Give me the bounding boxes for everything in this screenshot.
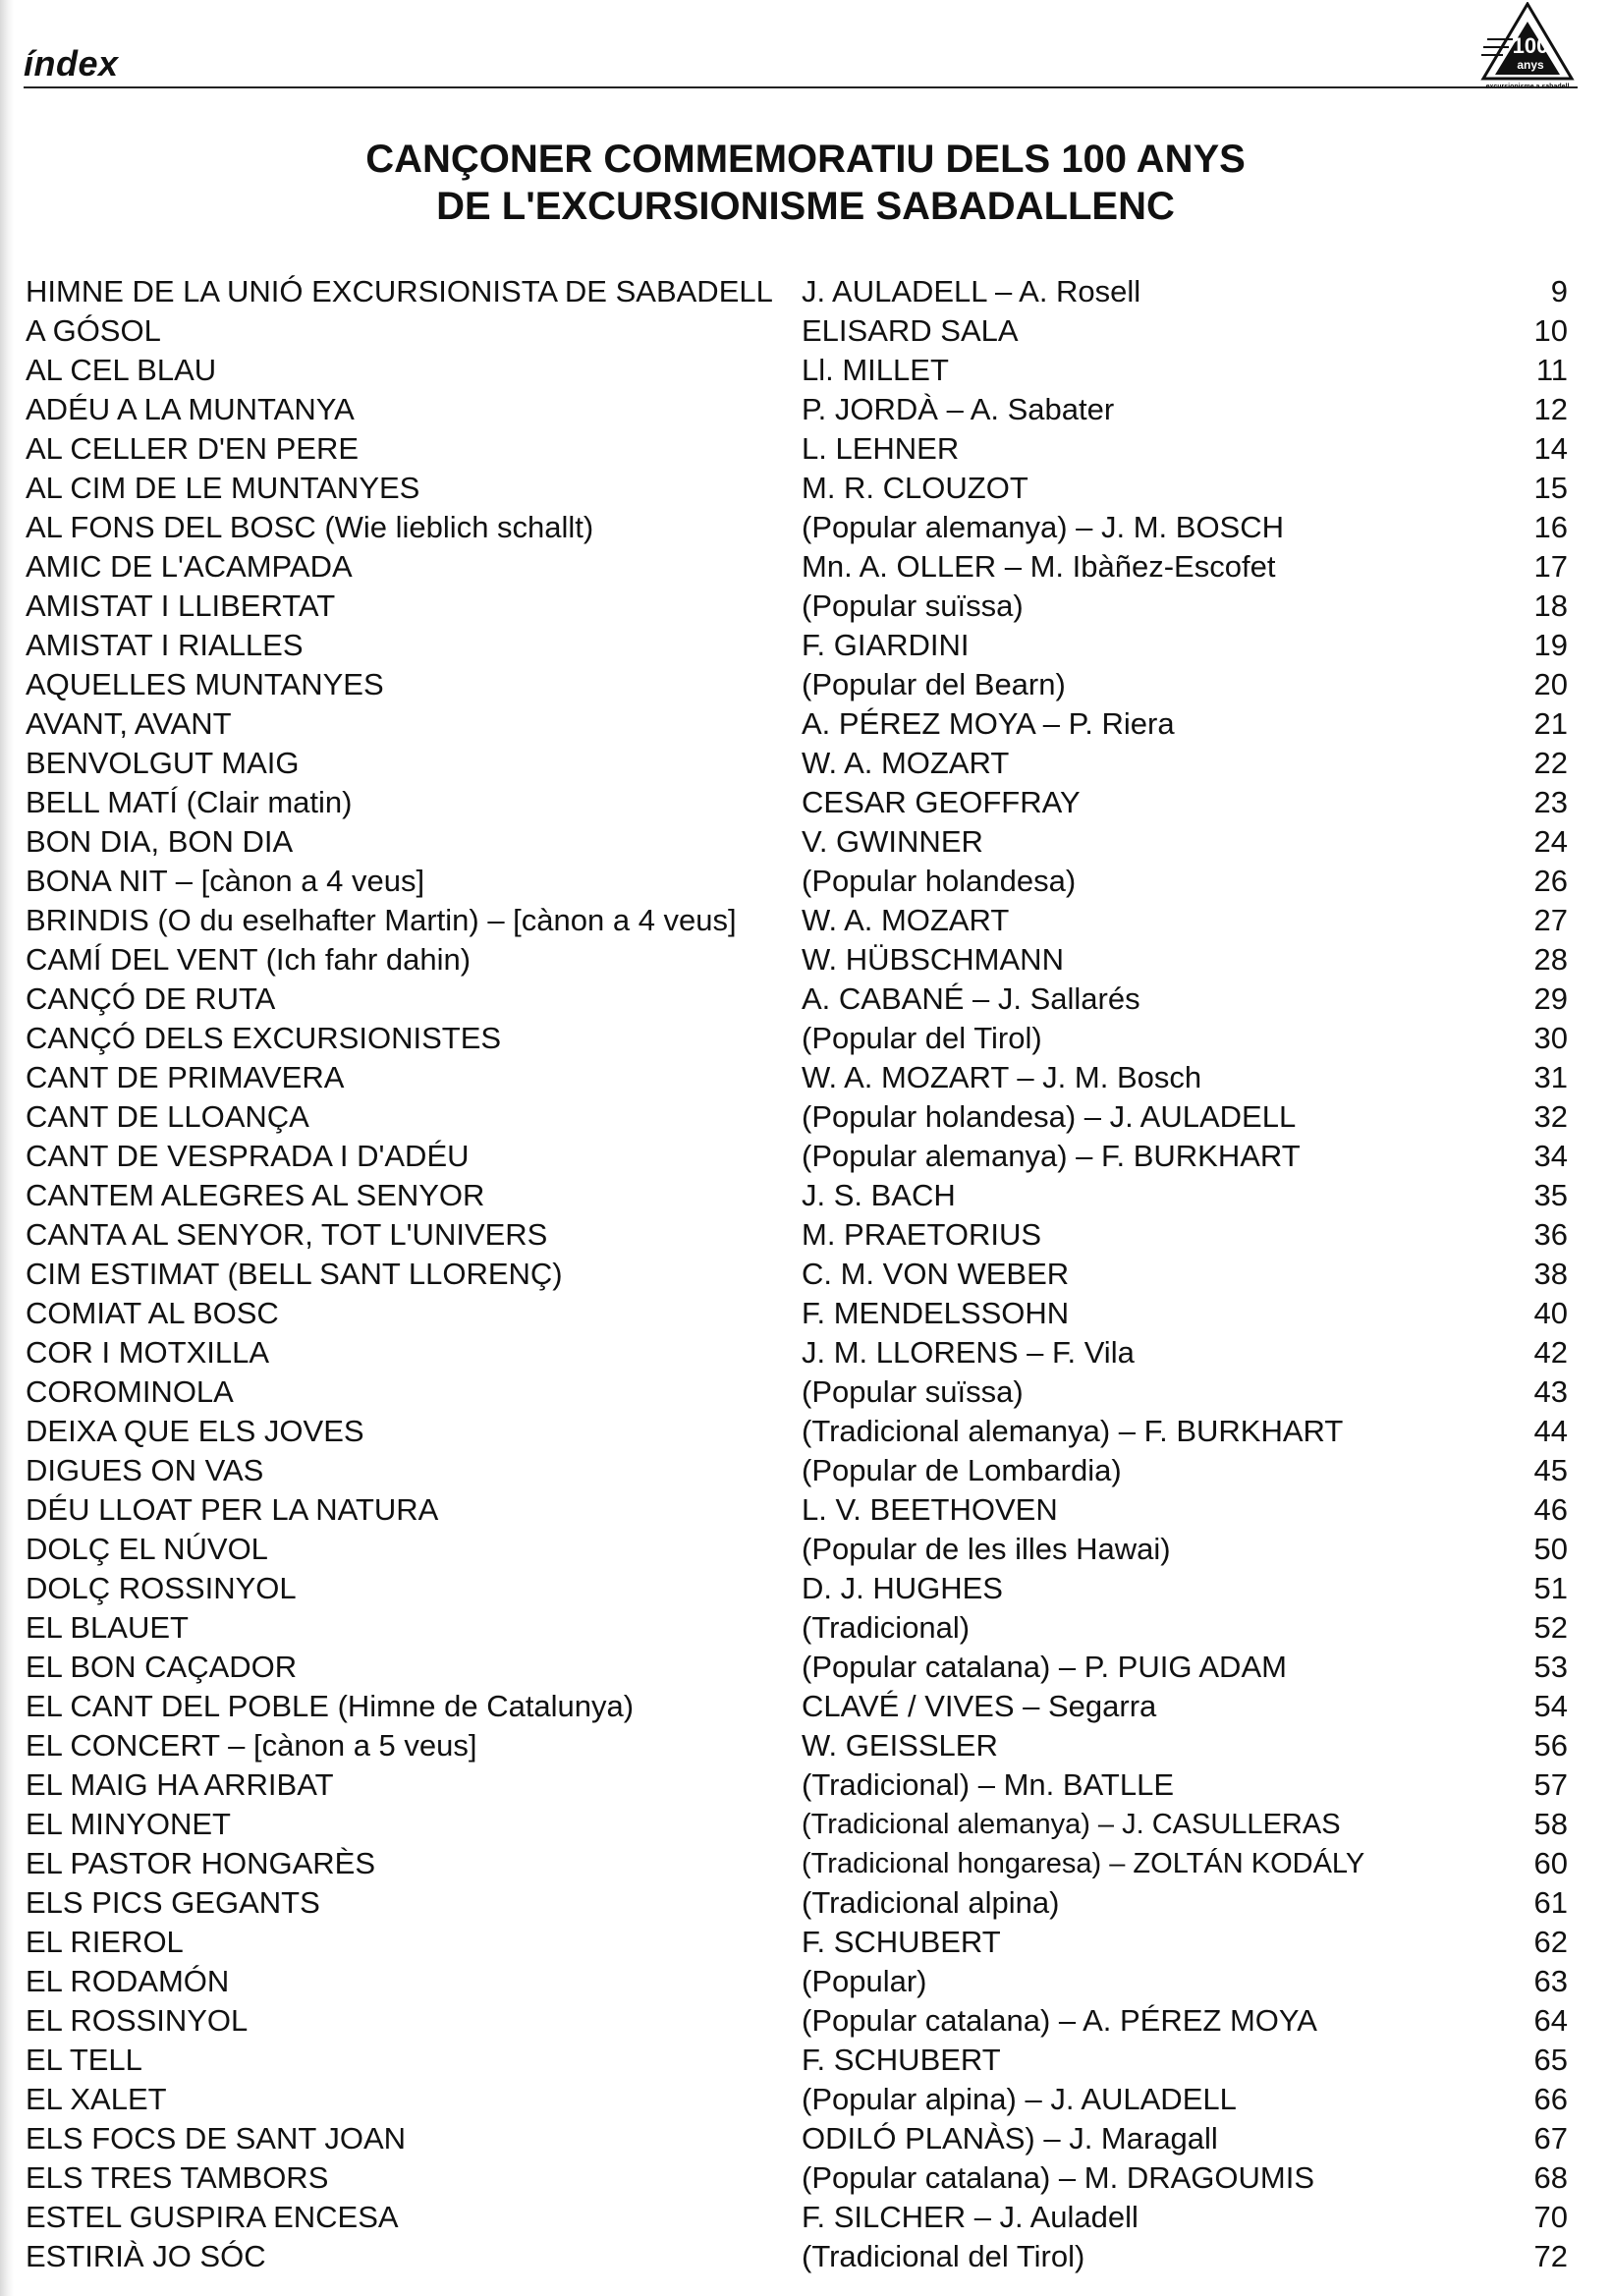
document-title <box>0 136 1611 230</box>
index-entry <box>26 1530 1568 1569</box>
page-number: 17 <box>1533 549 1568 584</box>
page-number: 29 <box>1533 981 1568 1016</box>
index-entry <box>26 469 1568 508</box>
song-title: HIMNE DE LA UNIÓ EXCURSIONISTA DE SABADELL <box>26 274 773 308</box>
song-title: AQUELLES MUNTANYES <box>26 667 384 701</box>
section-label: índex <box>24 43 119 84</box>
page-number: 40 <box>1533 1296 1568 1330</box>
song-author: P. JORDÀ – A. Sabater <box>802 392 1115 426</box>
page-number: 65 <box>1533 2043 1568 2077</box>
page-number: 32 <box>1533 1099 1568 1134</box>
index-entry <box>26 1687 1568 1726</box>
song-title: EL MAIG HA ARRIBAT <box>26 1767 334 1802</box>
song-author: C. M. VON WEBER <box>802 1257 1070 1291</box>
index-entry <box>26 1255 1568 1294</box>
song-title: A GÓSOL <box>26 313 161 348</box>
song-author: (Popular del Bearn) <box>802 667 1066 701</box>
page-number: 52 <box>1533 1610 1568 1645</box>
song-title: EL TELL <box>26 2043 142 2077</box>
index-entry <box>26 587 1568 626</box>
song-title: ESTIRIÀ JO SÓC <box>26 2239 266 2273</box>
index-entry <box>26 1176 1568 1215</box>
page-number: 50 <box>1533 1532 1568 1566</box>
page-number: 51 <box>1533 1571 1568 1605</box>
song-title: COROMINOLA <box>26 1374 234 1409</box>
song-author: CLAVÉ / VIVES – Segarra <box>802 1689 1157 1723</box>
song-author: (Popular alemanya) – F. BURKHART <box>802 1139 1301 1173</box>
song-title: COR I MOTXILLA <box>26 1335 270 1370</box>
song-index-list <box>26 272 1568 2276</box>
song-author: L. V. BEETHOVEN <box>802 1492 1058 1527</box>
song-author: (Tradicional del Tirol) <box>802 2239 1085 2273</box>
song-title: AL CEL BLAU <box>26 353 217 387</box>
song-title: EL BON CAÇADOR <box>26 1650 298 1684</box>
index-entry <box>26 1333 1568 1372</box>
title-line-2: DE L'EXCURSIONISME SABADALLENC <box>436 185 1175 228</box>
index-entry <box>26 1058 1568 1097</box>
page-number: 58 <box>1533 1807 1568 1841</box>
song-title: CANTA AL SENYOR, TOT L'UNIVERS <box>26 1217 548 1252</box>
song-title: EL RIEROL <box>26 1925 184 1959</box>
index-entry <box>26 2158 1568 2198</box>
page-header <box>0 0 1611 128</box>
song-title: CAMÍ DEL VENT (Ich fahr dahin) <box>26 942 472 977</box>
song-title: ESTEL GUSPIRA ENCESA <box>26 2200 399 2234</box>
song-title: DEIXA QUE ELS JOVES <box>26 1414 364 1448</box>
song-title: BON DIA, BON DIA <box>26 824 294 859</box>
page-number: 64 <box>1533 2003 1568 2038</box>
page-number: 70 <box>1533 2200 1568 2234</box>
page-number: 18 <box>1533 588 1568 623</box>
song-title: BENVOLGUT MAIG <box>26 746 300 780</box>
song-title: EL MINYONET <box>26 1807 231 1841</box>
song-title: ADÉU A LA MUNTANYA <box>26 392 355 426</box>
index-entry <box>26 980 1568 1019</box>
page-number: 19 <box>1533 628 1568 662</box>
song-title: DOLÇ ROSSINYOL <box>26 1571 297 1605</box>
index-entry <box>26 626 1568 665</box>
index-entry <box>26 1962 1568 2001</box>
page-number: 10 <box>1533 313 1568 348</box>
page-number: 53 <box>1533 1650 1568 1684</box>
song-title: AL FONS DEL BOSC (Wie lieblich schallt) <box>26 510 594 544</box>
index-entry <box>26 862 1568 901</box>
song-author: (Popular del Tirol) <box>802 1021 1042 1055</box>
page-number: 26 <box>1533 864 1568 898</box>
index-entry <box>26 1019 1568 1058</box>
song-author: (Popular catalana) – M. DRAGOUMIS <box>802 2160 1315 2195</box>
page-number: 57 <box>1533 1767 1568 1802</box>
song-author: (Popular alemanya) – J. M. BOSCH <box>802 510 1285 544</box>
song-author: ELISARD SALA <box>802 313 1019 348</box>
song-author: (Tradicional hongaresa) – ZOLTÁN KODÁLY <box>802 1848 1365 1879</box>
song-author: (Tradicional) <box>802 1610 971 1645</box>
index-entry <box>26 272 1568 311</box>
index-entry <box>26 1097 1568 1137</box>
song-title: CIM ESTIMAT (BELL SANT LLORENÇ) <box>26 1257 563 1291</box>
page-number: 61 <box>1533 1885 1568 1920</box>
song-author: M. R. CLOUZOT <box>802 471 1028 505</box>
index-entry <box>26 1805 1568 1844</box>
song-author: Mn. A. OLLER – M. Ibàñez-Escofet <box>802 549 1276 584</box>
index-entry <box>26 2080 1568 2119</box>
song-title: AMISTAT I LLIBERTAT <box>26 588 336 623</box>
song-author: (Popular alpina) – J. AULADELL <box>802 2082 1237 2116</box>
song-author: J. AULADELL – A. Rosell <box>802 274 1141 308</box>
song-title: AMISTAT I RIALLES <box>26 628 304 662</box>
index-entry <box>26 744 1568 783</box>
index-entry <box>26 704 1568 744</box>
page-number: 38 <box>1533 1257 1568 1291</box>
song-author: (Tradicional alpina) <box>802 1885 1060 1920</box>
index-entry <box>26 1844 1568 1883</box>
index-entry <box>26 1490 1568 1530</box>
song-title: CANÇÓ DELS EXCURSIONISTES <box>26 1021 502 1055</box>
index-entry <box>26 390 1568 429</box>
song-author: F. GIARDINI <box>802 628 970 662</box>
page-number: 24 <box>1533 824 1568 859</box>
song-author: F. SCHUBERT <box>802 2043 1001 2077</box>
song-title: EL BLAUET <box>26 1610 189 1645</box>
page-number: 72 <box>1533 2239 1568 2273</box>
page-number: 36 <box>1533 1217 1568 1252</box>
song-author: J. S. BACH <box>802 1178 956 1212</box>
song-title: AVANT, AVANT <box>26 706 232 741</box>
index-entry <box>26 1215 1568 1255</box>
index-entry <box>26 940 1568 980</box>
song-title: AL CELLER D'EN PERE <box>26 431 360 466</box>
song-author: V. GWINNER <box>802 824 983 859</box>
song-author: CESAR GEOFFRAY <box>802 785 1081 819</box>
centenary-logo <box>1473 2 1582 90</box>
song-author: W. A. MOZART <box>802 903 1010 937</box>
index-entry <box>26 1372 1568 1412</box>
song-author: D. J. HUGHES <box>802 1571 1003 1605</box>
page-number: 56 <box>1533 1728 1568 1763</box>
index-entry <box>26 547 1568 587</box>
song-author: (Popular suïssa) <box>802 588 1024 623</box>
page-number: 45 <box>1533 1453 1568 1487</box>
song-title: EL RODAMÓN <box>26 1964 230 1998</box>
index-entry <box>26 1569 1568 1608</box>
page-number: 43 <box>1533 1374 1568 1409</box>
song-author: (Tradicional alemanya) – F. BURKHART <box>802 1414 1344 1448</box>
index-entry <box>26 508 1568 547</box>
song-author: F. SCHUBERT <box>802 1925 1001 1959</box>
title-line-1: CANÇONER COMMEMORATIU DELS 100 ANYS <box>365 138 1246 181</box>
song-author: (Tradicional) – Mn. BATLLE <box>802 1767 1175 1802</box>
page-number: 63 <box>1533 1964 1568 1998</box>
song-title: CANT DE LLOANÇA <box>26 1099 309 1134</box>
song-title: CANÇÓ DE RUTA <box>26 981 276 1016</box>
song-author: A. CABANÉ – J. Sallarés <box>802 981 1140 1016</box>
page-binding-edge <box>0 0 14 2296</box>
index-entry <box>26 1412 1568 1451</box>
index-entry <box>26 822 1568 862</box>
song-title: ELS PICS GEGANTS <box>26 1885 320 1920</box>
index-entry <box>26 2198 1568 2237</box>
song-author: F. SILCHER – J. Auladell <box>802 2200 1139 2234</box>
page-number: 67 <box>1533 2121 1568 2156</box>
song-title: BELL MATÍ (Clair matin) <box>26 785 353 819</box>
page-number: 22 <box>1533 746 1568 780</box>
song-title: AMIC DE L'ACAMPADA <box>26 549 353 584</box>
song-title: ELS FOCS DE SANT JOAN <box>26 2121 407 2156</box>
song-author: Ll. MILLET <box>802 353 949 387</box>
song-author: (Popular suïssa) <box>802 1374 1024 1409</box>
page-number: 12 <box>1533 392 1568 426</box>
index-entry <box>26 901 1568 940</box>
index-entry <box>26 351 1568 390</box>
song-author: (Popular de les illes Hawai) <box>802 1532 1171 1566</box>
song-title: DIGUES ON VAS <box>26 1453 264 1487</box>
song-title: ELS TRES TAMBORS <box>26 2160 329 2195</box>
page-number: 31 <box>1533 1060 1568 1094</box>
song-title: EL CONCERT – [cànon a 5 veus] <box>26 1728 477 1763</box>
song-title: EL ROSSINYOL <box>26 2003 249 2038</box>
song-author: (Popular holandesa) <box>802 864 1077 898</box>
song-author: W. A. MOZART – J. M. Bosch <box>802 1060 1202 1094</box>
index-entry <box>26 1883 1568 1923</box>
logo-number: 100 <box>1512 33 1549 58</box>
song-author: M. PRAETORIUS <box>802 1217 1042 1252</box>
song-author: ODILÓ PLANÀS) – J. Maragall <box>802 2121 1218 2156</box>
page-number: 35 <box>1533 1178 1568 1212</box>
song-title: DOLÇ EL NÚVOL <box>26 1532 268 1566</box>
page-number: 16 <box>1533 510 1568 544</box>
index-entry <box>26 2119 1568 2158</box>
page-number: 14 <box>1533 431 1568 466</box>
index-entry <box>26 1451 1568 1490</box>
index-entry <box>26 1648 1568 1687</box>
index-entry <box>26 2237 1568 2276</box>
song-author: L. LEHNER <box>802 431 960 466</box>
index-entry <box>26 1137 1568 1176</box>
song-author: W. GEISSLER <box>802 1728 998 1763</box>
index-entry <box>26 1726 1568 1765</box>
page-number: 44 <box>1533 1414 1568 1448</box>
logo-word: anys <box>1517 58 1544 72</box>
song-author: (Tradicional alemanya) – J. CASULLERAS <box>802 1809 1341 1840</box>
index-entry <box>26 2001 1568 2041</box>
index-entry <box>26 429 1568 469</box>
page-number: 62 <box>1533 1925 1568 1959</box>
song-title: COMIAT AL BOSC <box>26 1296 279 1330</box>
page-number: 15 <box>1533 471 1568 505</box>
song-author: A. PÉREZ MOYA – P. Riera <box>802 706 1175 741</box>
index-entry <box>26 665 1568 704</box>
page-number: 20 <box>1533 667 1568 701</box>
song-title: AL CIM DE LE MUNTANYES <box>26 471 420 505</box>
page-number: 30 <box>1533 1021 1568 1055</box>
header-rule <box>24 86 1578 88</box>
index-entry <box>26 1294 1568 1333</box>
song-title: CANT DE PRIMAVERA <box>26 1060 345 1094</box>
song-author: (Popular catalana) – P. PUIG ADAM <box>802 1650 1287 1684</box>
page-number: 42 <box>1533 1335 1568 1370</box>
song-author: W. A. MOZART <box>802 746 1010 780</box>
index-entry <box>26 2041 1568 2080</box>
page-number: 68 <box>1533 2160 1568 2195</box>
page-number: 46 <box>1533 1492 1568 1527</box>
page-number: 21 <box>1533 706 1568 741</box>
index-entry <box>26 1923 1568 1962</box>
page-number: 66 <box>1533 2082 1568 2116</box>
page-number: 9 <box>1550 274 1568 308</box>
song-title: CANT DE VESPRADA I D'ADÉU <box>26 1139 470 1173</box>
logo-caption: excursionisme a sabadell <box>1485 84 1570 90</box>
page-number: 23 <box>1533 785 1568 819</box>
page-number: 28 <box>1533 942 1568 977</box>
page-number: 60 <box>1533 1846 1568 1880</box>
song-title: BRINDIS (O du eselhafter Martin) – [cànon a 4 veus] <box>26 903 737 937</box>
index-entry <box>26 1608 1568 1648</box>
song-title: CANTEM ALEGRES AL SENYOR <box>26 1178 485 1212</box>
page-number: 27 <box>1533 903 1568 937</box>
song-title: EL XALET <box>26 2082 167 2116</box>
song-author: (Popular catalana) – A. PÉREZ MOYA <box>802 2003 1317 2038</box>
index-entry <box>26 783 1568 822</box>
page-number: 34 <box>1533 1139 1568 1173</box>
page-number: 54 <box>1533 1689 1568 1723</box>
song-title: EL CANT DEL POBLE (Himne de Catalunya) <box>26 1689 635 1723</box>
song-author: W. HÜBSCHMANN <box>802 942 1064 977</box>
index-entry <box>26 311 1568 351</box>
song-author: F. MENDELSSOHN <box>802 1296 1070 1330</box>
page-number: 11 <box>1535 353 1568 387</box>
song-title: BONA NIT – [cànon a 4 veus] <box>26 864 425 898</box>
song-author: J. M. LLORENS – F. Vila <box>802 1335 1135 1370</box>
song-author: (Popular de Lombardia) <box>802 1453 1122 1487</box>
song-title: DÉU LLOAT PER LA NATURA <box>26 1492 439 1527</box>
song-author: (Popular holandesa) – J. AULADELL <box>802 1099 1297 1134</box>
index-entry <box>26 1765 1568 1805</box>
song-title: EL PASTOR HONGARÈS <box>26 1846 376 1880</box>
song-author: (Popular) <box>802 1964 927 1998</box>
